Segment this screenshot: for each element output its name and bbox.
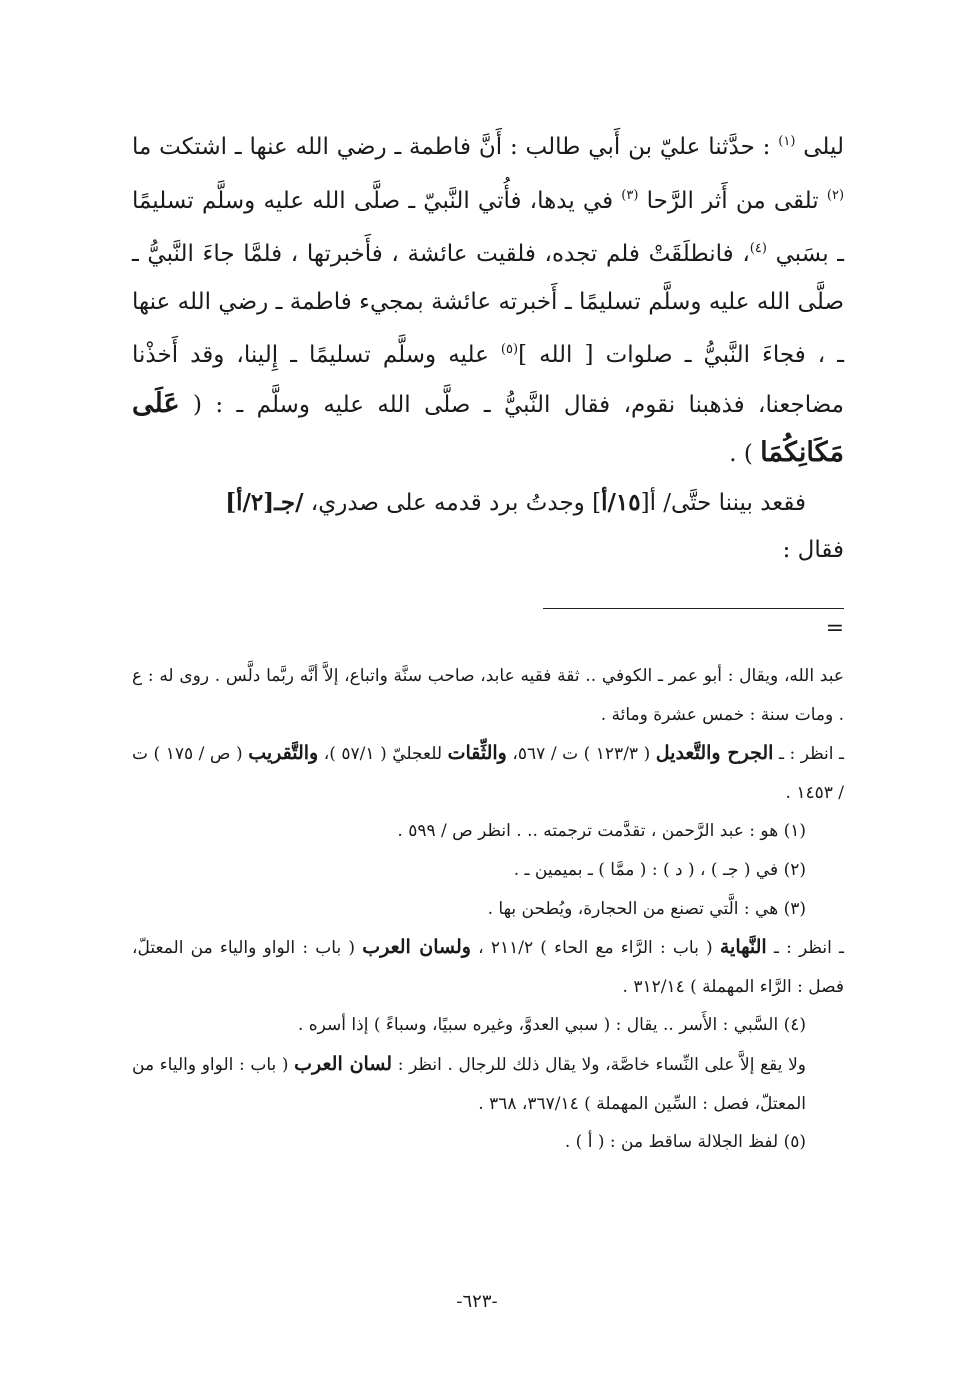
text-run: ( باب : الواو والياء من المعتلّ، فصل : الرَّاء المهملة ) ٣١٢/١٤ . [132, 938, 844, 997]
source-title: لسان العرب [294, 1052, 393, 1075]
manuscript-folio-ref: /جـ[٢/أ] [225, 488, 304, 516]
manuscript-folio-ref: ١٥/أ [601, 488, 641, 516]
text-run: ( ص / ١٧٥ ) ت / ١٤٥٣ . [132, 744, 844, 803]
footnote-3-refs [132, 928, 844, 1006]
text-run: ، فانطلَقَتْ فلم تجده، فلقيت عائشة ، فأَخبرتها ، فلمَّا جاءَ النَّبيُّ ـ صلَّى الله عليه وسلَّم تسليمًا ـ أَخبرته عائشة بمجيء فاطمة ـ رضي الله عنها ـ ، فجاءَ النَّبيُّ ـ صلوات [ الله ] [132, 241, 845, 368]
footnotes [132, 657, 844, 1162]
main-text [132, 118, 844, 575]
footnote-separator [543, 608, 844, 609]
main-paragraph-1 [132, 118, 844, 479]
footnote-3: (٣) هي : الَّتي تصنع من الحجارة، ويُطحن بها . [487, 898, 806, 919]
text-run: ) . [729, 441, 761, 467]
footnote-4-refs [132, 1045, 844, 1123]
footnote-marker-5: (٥) [500, 342, 519, 357]
text-run: ( ١٢٣/٣ ) ت / ٥٦٧، [506, 744, 656, 765]
footnote-marker-2: (٢) [826, 187, 845, 203]
text-run: في يدها، فأُتي النَّبيّ ـ صلَّى الله عليه وسلَّم تسليمًا ـ بسَبي [132, 187, 844, 267]
footnote-continued-refs [132, 734, 844, 812]
source-title: ولسان العرب [362, 936, 471, 959]
text-run: ولا يقع إلاَّ على النِّساء خاصَّة، ولا يقال ذلك للرجال . انظر : [392, 1054, 806, 1075]
footnote-2: (٢) في ( جـ ) ، ( د ) : ( ممَّا ) ـ بميمين ـ . [513, 859, 806, 880]
footnote-marker-3: (٣) [621, 187, 639, 203]
text-run: للعجليّ ( ٥٧/١ )، [318, 744, 448, 765]
footnote-continued: عبد الله، ويقال : أبو عمر ـ الكوفي .. ثقة فقيه عابد، صاحب سنَّة واتباع، إلاَّ أنَّه ربَّما دلَّس . روى له : ع . ومات سنة : خمس عشرة ومائة . [132, 666, 844, 725]
text-run: ليلى [795, 134, 844, 160]
footnote-marker-4: (٤) [749, 241, 767, 256]
text-run: عليه وسلَّم تسليمًا ـ إِلينا، وقد أَخذْنا مضاجعنا، فذهبنا نقوم، فقال النَّبيُّ ـ صلَّى الله عليه وسلَّم ـ : ( [132, 342, 844, 418]
main-paragraph-2 [132, 479, 844, 528]
text-run: تلقى من أَثر الرَّحا [638, 187, 827, 214]
footnote-marker-1: (١) [778, 134, 796, 149]
main-paragraph-3: فقال : [782, 537, 844, 563]
footnote-4: (٤) السَّبي : الأَسر .. يقال : ( سبي العدوَّ، وغيره سبيًا، وسباءً ) إذا أسره . [297, 1015, 806, 1036]
text-run: ـ انظر : ـ [773, 744, 845, 765]
text-run: ] وجدتُ برد قدمه على صدري، [303, 489, 602, 516]
text-run: ـ انظر : ـ [766, 938, 845, 959]
prophetic-quote: عَلَى مَكَانِكُمَا [132, 387, 844, 468]
text-run: فقعد بيننا حتَّى/ أ[ [640, 489, 806, 516]
text-run: ( باب : الواو والياء من المعتلّ، فصل : السِّين المهملة ) ٣٦٧/١٤، ٣٦٨ . [132, 1054, 806, 1114]
source-title: والثِّقات [447, 742, 507, 765]
footnote-1: (١) هو : عبد الرَّحمن ، تقدَّمت ترجمته .. . انظر ص / ٥٩٩ . [397, 821, 806, 842]
text-run: : حدَّثنا عليّ بن أَبي طالب : أَنَّ فاطمة ـ رضي الله عنها ـ اشتكت ما [132, 134, 779, 160]
continuation-mark: = [825, 616, 844, 641]
source-title: الجرح والتَّعديل [655, 742, 774, 765]
page-number: -٦٢٣- [456, 1291, 498, 1312]
footnote-5: (٥) لفظ الجلالة ساقط من : ( أ ) . [564, 1132, 806, 1153]
text-run: ( باب : الرَّاء مع الحاء ) ٢١١/٢ ، [470, 938, 720, 959]
source-title: النَّهاية [719, 936, 767, 959]
source-title: والتَّقريب [248, 742, 319, 765]
